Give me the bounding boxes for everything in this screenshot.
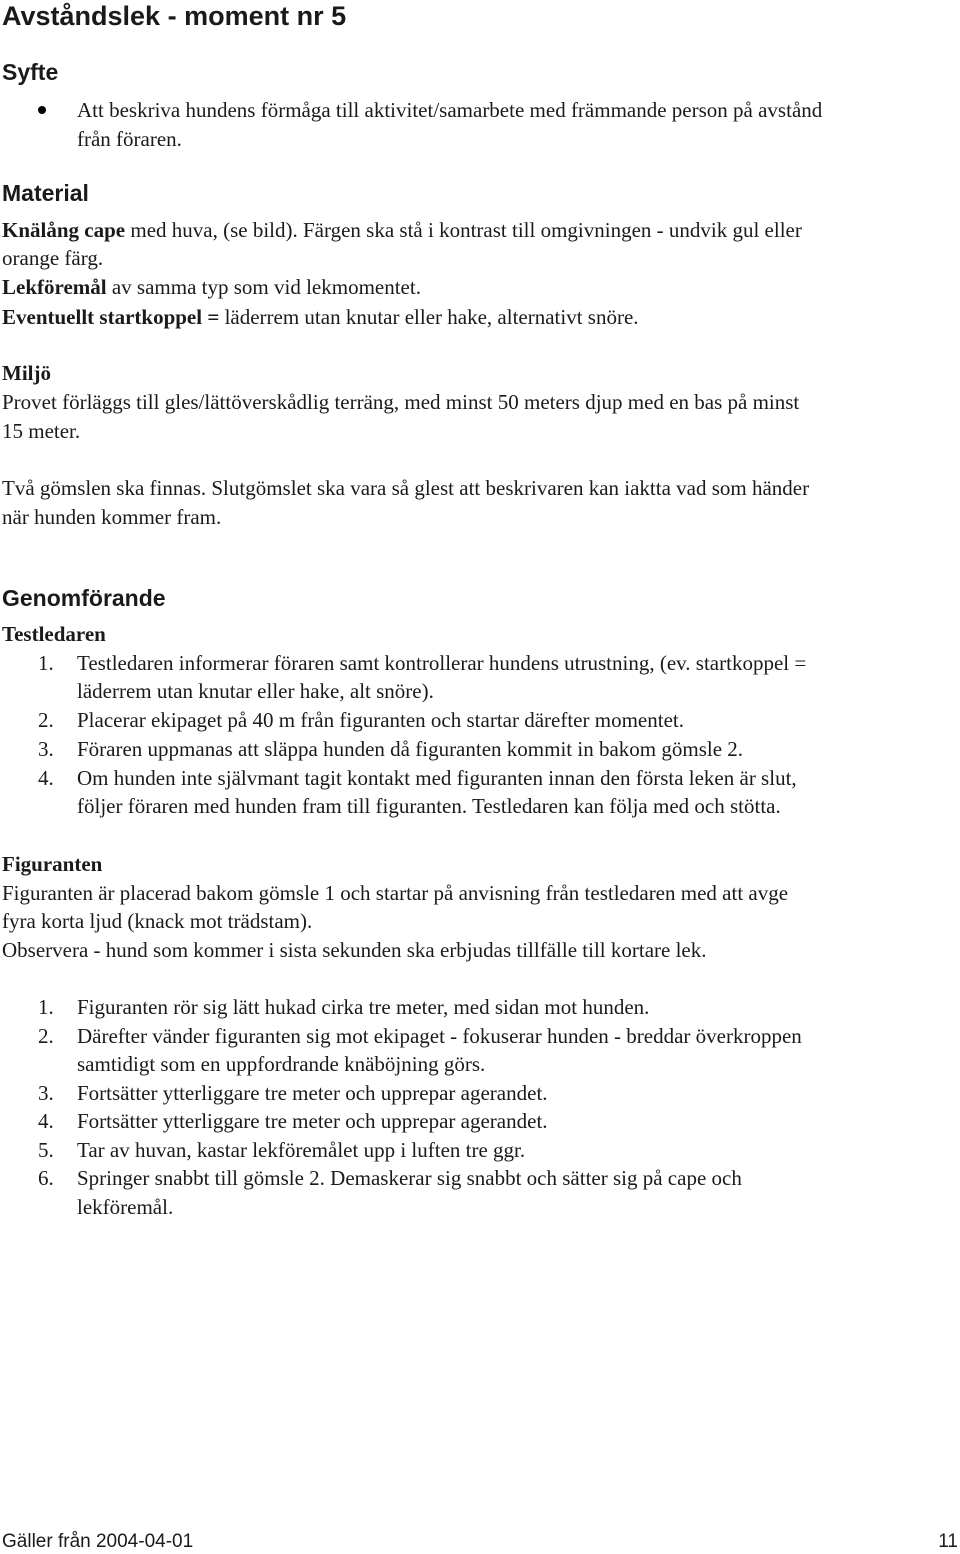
testledaren-item-number: 2. <box>38 708 54 732</box>
footer-valid-from: Gäller från 2004-04-01 <box>2 1531 194 1552</box>
testledaren-item-text: Placerar ekipaget på 40 m från figuranten och startar därefter momentet. <box>77 708 684 732</box>
miljo-heading: Miljö <box>2 361 51 385</box>
miljo-p1-line2: 15 meter. <box>2 419 81 443</box>
testledaren-item-number: 3. <box>38 737 54 761</box>
material-line3 <box>2 273 421 302</box>
testledaren-item-number: 1. <box>38 651 54 675</box>
figuranten-item-text: Fortsätter ytterliggare tre meter och upprepar agerandet. <box>77 1081 548 1105</box>
figuranten-p-line2: fyra korta ljud (knack mot trädstam). <box>2 909 313 933</box>
page-title: Avståndslek - moment nr 5 <box>2 1 347 31</box>
footer-page-number: 11 <box>938 1531 958 1552</box>
figuranten-heading: Figuranten <box>2 852 103 876</box>
genomforande-heading: Genomförande <box>2 585 166 611</box>
figuranten-item-text: Figuranten rör sig lätt hukad cirka tre meter, med sidan mot hunden. <box>77 995 650 1019</box>
figuranten-item-number: 5. <box>38 1138 54 1162</box>
figuranten-item-text: Därefter vänder figuranten sig mot ekipaget - fokuserar hunden - breddar överkroppen <box>77 1024 802 1048</box>
material-lekforemal-text: av samma typ som vid lekmomentet. <box>106 275 421 299</box>
figuranten-item-text: Tar av huvan, kastar lekföremålet upp i luften tre ggr. <box>77 1138 526 1162</box>
figuranten-item-number: 6. <box>38 1166 54 1190</box>
material-cape-label: Knälång cape <box>2 218 126 242</box>
material-line4 <box>2 303 639 332</box>
syfte-heading: Syfte <box>2 59 59 85</box>
material-startkoppel-label: Eventuellt startkoppel = <box>2 305 220 329</box>
bullet-icon <box>38 106 46 114</box>
miljo-p2-line1: Två gömslen ska finnas. Slutgömslet ska vara så glest att beskrivaren kan iaktta vad som händer <box>2 476 810 500</box>
figuranten-item-number: 2. <box>38 1024 54 1048</box>
material-lekforemal-label: Lekföremål <box>2 275 107 299</box>
figuranten-item-text: samtidigt som en uppfordrande knäböjning görs. <box>77 1052 486 1076</box>
testledaren-heading: Testledaren <box>2 622 106 646</box>
miljo-p1-line1: Provet förläggs till gles/lättöverskådlig terräng, med minst 50 meters djup med en bas på minst <box>2 390 800 414</box>
testledaren-item-number: 4. <box>38 766 54 790</box>
material-cape-text: med huva, (se bild). Färgen ska stå i kontrast till omgivningen - undvik gul eller <box>125 218 802 242</box>
testledaren-item-text: Föraren uppmanas att släppa hunden då figuranten kommit in bakom gömsle 2. <box>77 737 744 761</box>
testledaren-item-text: Om hunden inte självmant tagit kontakt med figuranten innan den första leken är slut, <box>77 766 797 790</box>
syfte-text-line1: Att beskriva hundens förmåga till aktivitet/samarbete med främmande person på avstånd <box>77 98 823 122</box>
syfte-text-line2: från föraren. <box>77 127 182 151</box>
miljo-p2-line2: när hunden kommer fram. <box>2 505 222 529</box>
material-line2: orange färg. <box>2 246 104 270</box>
testledaren-item-text: Testledaren informerar föraren samt kontrollerar hundens utrustning, (ev. startkoppel = <box>77 651 807 675</box>
testledaren-item-text: läderrem utan knutar eller hake, alt snöre). <box>77 679 434 703</box>
figuranten-p-line3: Observera - hund som kommer i sista sekunden ska erbjudas tillfälle till kortare lek. <box>2 938 707 962</box>
figuranten-p-line1: Figuranten är placerad bakom gömsle 1 och startar på anvisning från testledaren med att avge <box>2 881 789 905</box>
testledaren-item-text: följer föraren med hunden fram till figuranten. Testledaren kan följa med och stötta. <box>77 794 781 818</box>
material-line1 <box>2 216 802 245</box>
figuranten-item-number: 4. <box>38 1109 54 1133</box>
figuranten-item-text: lekföremål. <box>77 1195 174 1219</box>
figuranten-item-number: 3. <box>38 1081 54 1105</box>
figuranten-item-number: 1. <box>38 995 54 1019</box>
material-startkoppel-text: läderrem utan knutar eller hake, alternativt snöre. <box>219 305 639 329</box>
figuranten-item-text: Springer snabbt till gömsle 2. Demaskerar sig snabbt och sätter sig på cape och <box>77 1166 742 1190</box>
material-heading: Material <box>2 180 89 206</box>
figuranten-item-text: Fortsätter ytterliggare tre meter och upprepar agerandet. <box>77 1109 548 1133</box>
